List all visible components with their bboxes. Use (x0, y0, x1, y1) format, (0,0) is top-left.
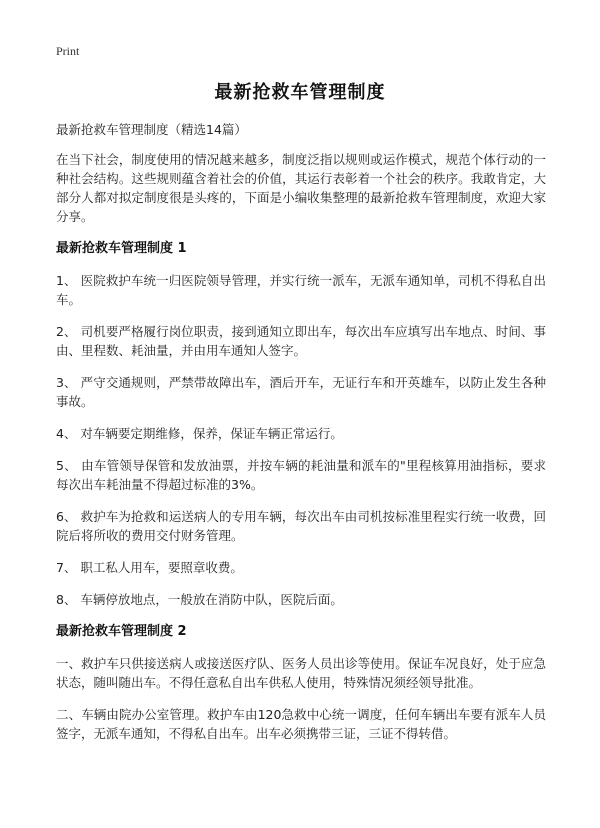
list-item: 8、 车辆停放地点，一般放在消防中队，医院后面。 (56, 592, 343, 607)
intro-paragraph: 在当下社会，制度使用的情况越来越多，制度泛指以规则或运作模式，规范个体行动的一种社会结构。这些规则蕴含着社会的价值，其运行表彰着一个社会的秩序。我敢肯定，大部分人都对拟定制度很是头疼的，下面是小编收集整理的最新抢救车管理制度，欢迎大家分享。 (56, 152, 546, 224)
document-title: 最新抢救车管理制度 (214, 82, 386, 103)
list-item: 3、 严守交通规则，严禁带故障出车，酒后开车，无证行车和开英雄车，以防止发生各种事故。 (56, 375, 546, 409)
list-item: 二、车辆由院办公室管理。救护车由120急救中心统一调度，任何车辆出车要有派车人员签字，无派车通知，不得私自出车。出车必须携带三证，三证不得转借。 (56, 707, 546, 741)
section-heading: 最新抢救车管理制度 1 (56, 241, 187, 256)
section-heading: 最新抢救车管理制度 2 (56, 624, 187, 639)
document-subtitle: 最新抢救车管理制度（精选14篇） (56, 122, 247, 137)
list-item: 5、 由车管领导保管和发放油票，并按车辆的耗油量和派车的"里程核算用油指标，要求每次出车耗油量不得超过标准的3%。 (56, 458, 546, 492)
print-label: Print (56, 44, 80, 58)
list-item: 一、救护车只供接送病人或接送医疗队、医务人员出诊等使用。保证车况良好，处于应急状态，随叫随出车。不得任意私自出车供私人使用，特殊情况须经领导批准。 (56, 656, 546, 690)
list-item: 6、 救护车为抢救和运送病人的专用车辆，每次出车由司机按标准里程实行统一收费，回院后将所收的费用交付财务管理。 (56, 509, 546, 543)
list-item: 2、 司机要严格履行岗位职责，接到通知立即出车，每次出车应填写出车地点、时间、事由、里程数、耗油量，并由用车通知人签字。 (56, 324, 546, 358)
list-item: 1、 医院救护车统一归医院领导管理，并实行统一派车，无派车通知单，司机不得私自出车。 (56, 273, 546, 307)
document-body (56, 120, 546, 756)
list-item: 7、 职工私人用车，要照章收费。 (56, 560, 243, 575)
list-item: 4、 对车辆要定期维修，保养，保证车辆正常运行。 (56, 426, 343, 441)
